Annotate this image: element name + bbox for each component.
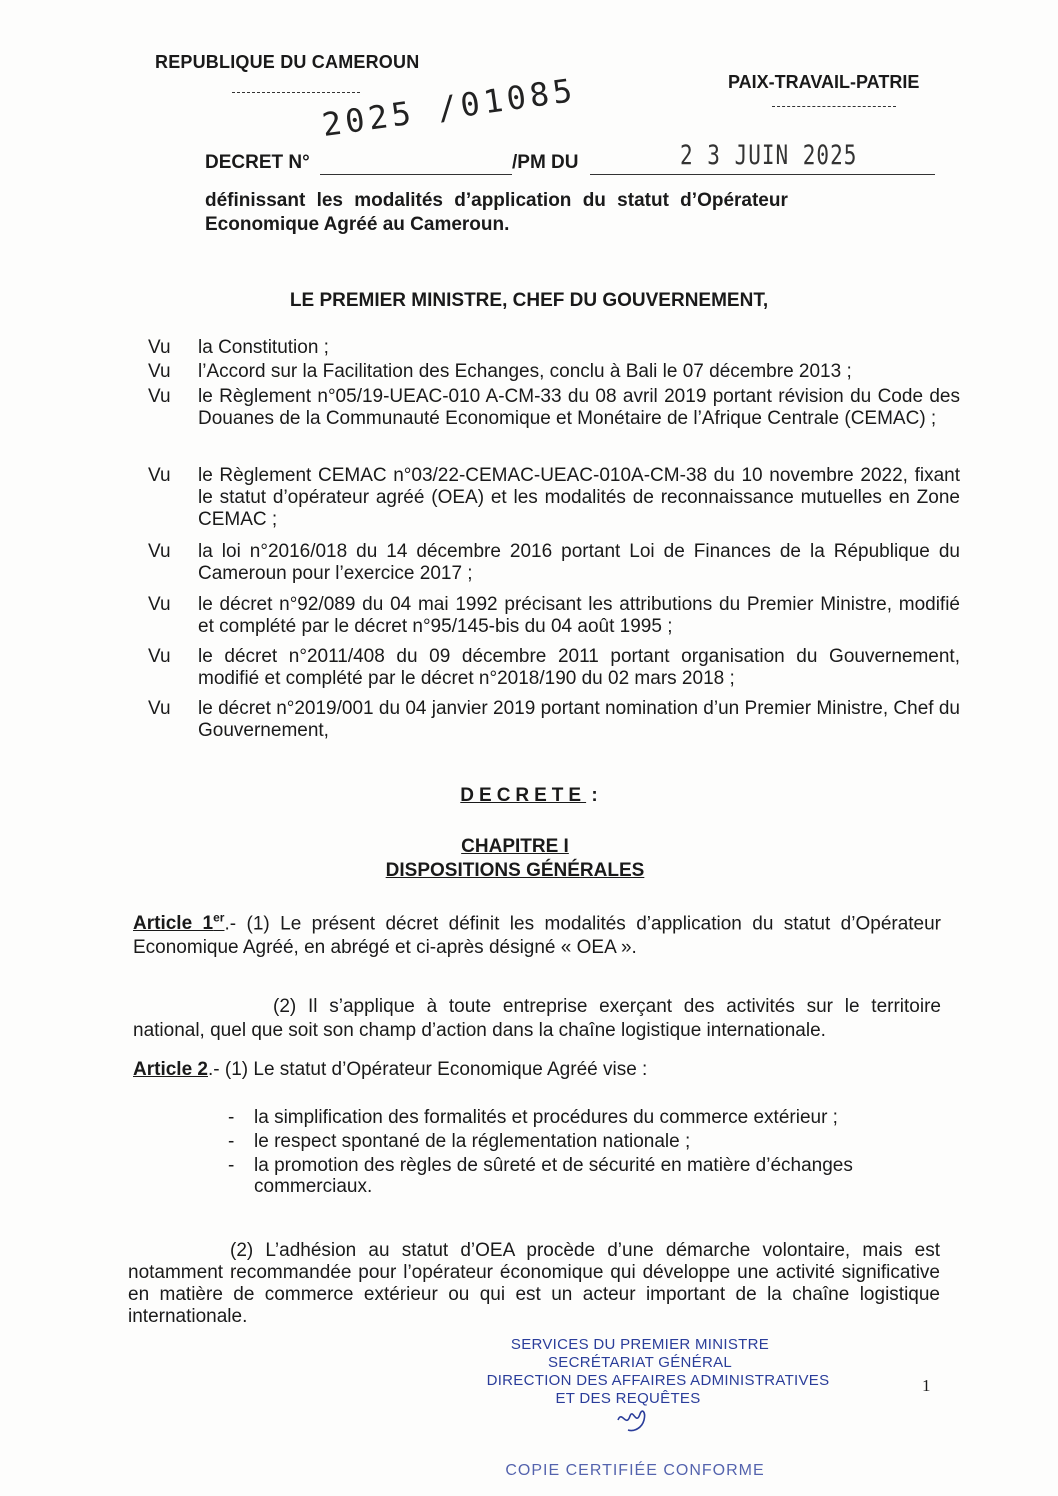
stamp-line-1: SERVICES DU PREMIER MINISTRE (510, 1336, 770, 1353)
decree-subject-line1: définissant les modalités d’application du statut d’Opérateur (205, 190, 788, 211)
decree-pm-du: /PM DU (512, 152, 579, 173)
header-underline-left (232, 92, 360, 93)
article-2-bullet: - le respect spontané de la réglementation nationale ; (228, 1131, 948, 1152)
article-2-title-end: .- (207, 1059, 220, 1080)
chapter-title: CHAPITRE I (461, 836, 569, 857)
header-underline-right (772, 106, 896, 107)
vu-item (148, 337, 960, 359)
decrete-colon: : (591, 785, 598, 806)
decree-number-line (320, 174, 512, 175)
vu-item (148, 386, 960, 452)
decree-date-line (590, 174, 935, 175)
article-1-text-1: (1) Le présent décret définit les modalités d’application du statut d’Opérateur Economique Agréé, en abrégé et ci-après désigné « OEA ». (133, 913, 942, 959)
vu-item (148, 361, 960, 383)
vu-text: la loi n°2016/018 du 14 décembre 2016 portant Loi de Finances de la République du Cameroun pour l’exercice 2017 ; (198, 541, 960, 584)
article-2-bullet: - la promotion des règles de sûreté et de sécurité en matière d’échanges commerciaux. (228, 1155, 948, 1197)
vu-text: la Constitution ; (198, 337, 329, 358)
article-1-title: Article 1er (133, 911, 225, 935)
vu-label: Vu (148, 594, 171, 615)
decree-date-stamp: 2 3 JUIN 2025 (680, 140, 858, 170)
authority-title: LE PREMIER MINISTRE, CHEF DU GOUVERNEMENT, (289, 290, 769, 311)
decree-prefix: DECRET N° (205, 152, 310, 173)
article-2-bullet: - la simplification des formalités et procédures du commerce extérieur ; (228, 1107, 948, 1128)
vu-text: le décret n°92/089 du 04 mai 1992 précisant les attributions du Premier Ministre, modifié et complété par le décret n°95/145-bis du 04 août 1995 ; (198, 594, 960, 637)
article-2-paragraph-1 (133, 1058, 941, 1082)
republic-header: REPUBLIQUE DU CAMEROUN (155, 52, 420, 72)
article-2-title: Article 2 (133, 1059, 208, 1080)
bullet-text: la promotion des règles de sûreté et de sécurité en matière d’échanges commerciaux. (254, 1155, 853, 1197)
bullet-text: la simplification des formalités et procédures du commerce extérieur ; (254, 1107, 838, 1128)
vu-item (148, 646, 960, 690)
vu-label: Vu (148, 646, 171, 667)
vu-text: le décret n°2019/001 du 04 janvier 2019 portant nomination d’un Premier Ministre, Chef du Gouvernement, (198, 698, 960, 741)
stamp-line-3: DIRECTION DES AFFAIRES ADMINISTRATIVES (486, 1372, 830, 1389)
vu-text: l’Accord sur la Facilitation des Echanges, conclu à Bali le 07 décembre 2013 ; (198, 361, 852, 382)
vu-item (148, 541, 960, 585)
stamp-line-2: SECRÉTARIAT GÉNÉRAL (547, 1354, 733, 1371)
vu-label: Vu (148, 386, 171, 407)
decree-number-handwritten: 2025 /01085 (319, 70, 579, 144)
vu-label: Vu (148, 337, 171, 358)
article-2-text-1: (1) Le statut d’Opérateur Economique Agréé vise : (224, 1059, 648, 1080)
stamp-certified-copy: COPIE CERTIFIÉE CONFORME (505, 1462, 765, 1479)
vu-label: Vu (148, 698, 171, 719)
decree-subject-line2: Economique Agréé au Cameroun. (205, 214, 510, 235)
page-number: 1 (922, 1376, 931, 1395)
vu-item (148, 465, 960, 531)
vu-text: le décret n°2011/408 du 09 décembre 2011 portant organisation du Gouvernement, modifié et complété par le décret n°2018/190 du 02 mars 2018 ; (198, 646, 960, 689)
decrete-word: DECRETE (460, 785, 587, 806)
article-1-title-end: .- (224, 913, 237, 935)
vu-item (148, 594, 960, 638)
article-1-paragraph-2: (2) Il s’applique à toute entreprise exerçant des activités sur le territoire national, quel que soit son champ d’action dans la chaîne logistique internationale. (133, 996, 941, 1041)
signature-mark (614, 1402, 650, 1436)
decrete-heading (0, 785, 1058, 807)
vu-item (148, 698, 960, 742)
article-2-paragraph-2: (2) L’adhésion au statut d’OEA procède d’une démarche volontaire, mais est notamment recommandée pour l’opérateur économique qui développe une activité significative en matière de commerce extérieur ou qui est un acteur important de la chaîne logistique internationale. (128, 1240, 940, 1327)
bullet-text: le respect spontané de la réglementation nationale ; (254, 1131, 691, 1152)
chapter-subtitle: DISPOSITIONS GÉNÉRALES (385, 860, 645, 881)
vu-label: Vu (148, 541, 171, 562)
vu-label: Vu (148, 465, 171, 486)
certification-stamp (440, 1336, 840, 1408)
article-1-paragraph-1 (133, 906, 941, 960)
vu-text: le Règlement n°05/19-UEAC-010 A-CM-33 du 08 avril 2019 portant révision du Code des Douanes de la Communauté Economique et Monétaire de l’Afrique Centrale (CEMAC) ; (198, 386, 960, 429)
motto-header: PAIX-TRAVAIL-PATRIE (728, 72, 920, 92)
vu-text: le Règlement CEMAC n°03/22-CEMAC-UEAC-010A-CM-38 du 10 novembre 2022, fixant le statut d’opérateur agréé (OEA) et les modalités de reconnaissance mutuelles en Zone CEMAC ; (198, 465, 960, 530)
stamp-line-4: ET DES REQUÊTES (555, 1390, 701, 1407)
vu-label: Vu (148, 361, 171, 382)
